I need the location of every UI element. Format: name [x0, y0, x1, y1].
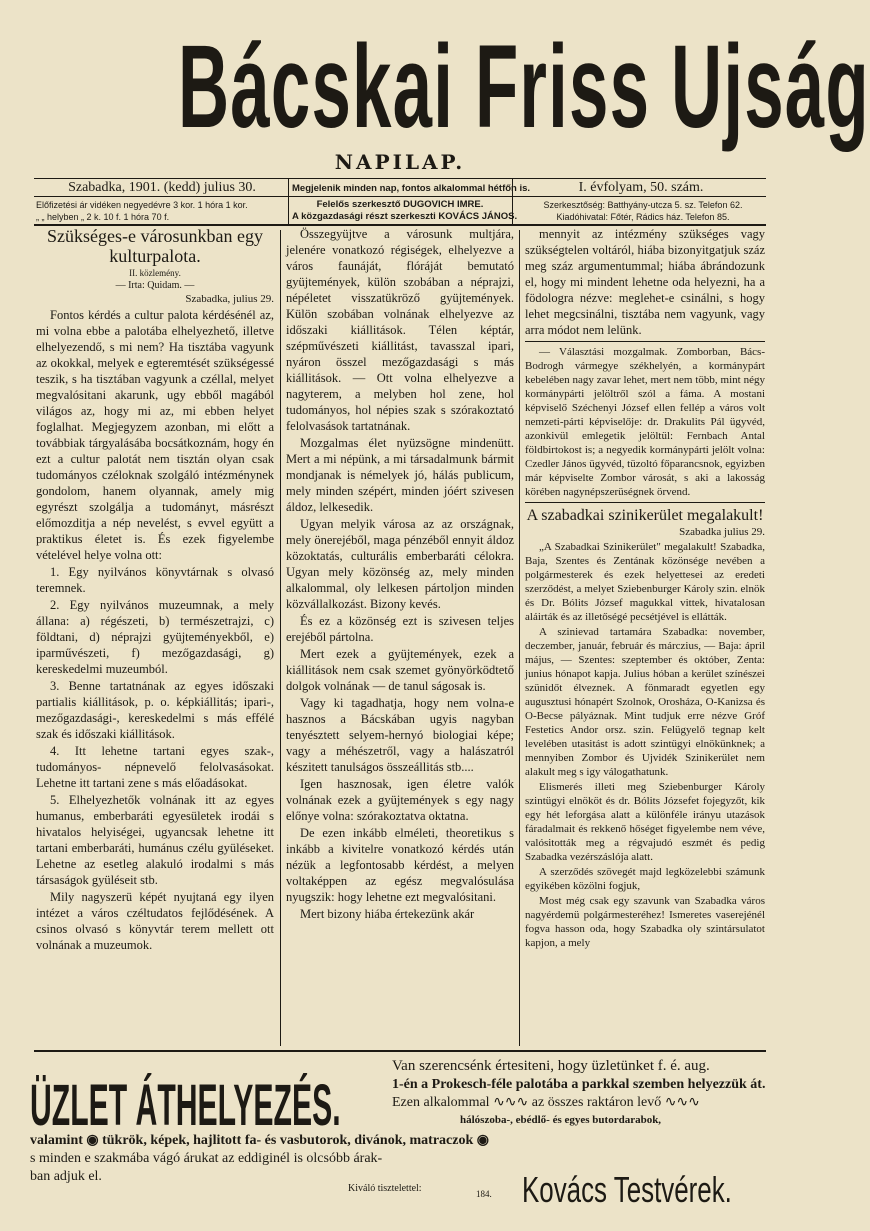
article-paragraph: De ezen inkább elméleti, theoretikus s inkább a kivitelre vonatkozó kérdés után nézük a legfontosabb kérdést, a melyen voltaképpen az egész megvalósulása nyugszik: hogy lehetne ezt megvalósitani. [286, 826, 514, 904]
advert-number: 184. [476, 1189, 492, 1199]
article-paragraph: Összegyüjtve a városunk multjára, jelenére vonatkozó régiségek, elhelyezve a város faunáját, flóráját bemutató gyüjtemények, külön szobában a néprajzi, népéletet visszatükröző gyüjtemények. Külön szobában volnának elhelyezve az időszaki kiállitások. Télen képtár, szépművészeti kiállitást, tavasszal ipari, nyáron összel mezőgazdasági s más kiállitások. — Ott volna elhelyezve a nagyterem, a melyben hol zene, hol tudományos, hol népies szak s szórakoztató felolvasások tartatnának. [286, 227, 514, 433]
column-rule-1 [280, 230, 281, 1046]
article-paragraph: „A Szabadkai Szinikerület" megalakult! Szabadka, Baja, Szentes és Zentának közönsége nevében a polgármesterek és ezek helyettesei az eredeti szerződést, a melyet Sziebenburger Károly szin. elnök és Dr. Bólits József magukkal vittek, hivatalosan aláirták és az illetőségé pecsétjével is ellátták. [525, 541, 765, 623]
subscription-price-2: „ „ helyben „ 2 k. 10 f. 1 hóra 70 f. [36, 212, 170, 222]
place-date: Szabadka, 1901. (kedd) julius 30. [68, 180, 256, 195]
advert-line-2: 1-én a Prokesch-féle palotába a parkkal szemben helyezzük át. [392, 1077, 766, 1092]
article-paragraph: 3. Benne tartatnának az egyes időszaki partialis kiállitások, p. o. képkiállitás; ipari-, mezőgazdasági-, kereskedelmi s más effélé szak és időszaki kiállitások. [36, 679, 274, 741]
article-paragraph: A szerződés szövegét majd legközelebbi számunk egyikében közölni fogjuk, [525, 866, 765, 892]
section-divider [525, 341, 765, 342]
advert-closing: Kiváló tisztelettel: [348, 1183, 422, 1194]
election-news: — Választási mozgalmak. Zomborban, Bács-Bodrogh vármegye székhelyén, a kormánypárt kebelében nagy zavar lehet, mert nem több, mint négy kormánypárti jelöltről szól a fáma. A mostani képviselő Széchenyi József ellen fellép a város volt nemzeti-párti képviselője: dr. Drakulits Pál ügyvéd, azonkivül emlegetik jelöltül: Fernbach Antal földbirtokost is; a negyedik kormánypárti jelölt volna: Czedler János ügyvéd, tüzoltó főparancsnok, egyizben már képviselte Zombor városát, s aki a lakosság körében nagynépszerüségnek örvend. [525, 346, 765, 498]
article-paragraph: Igen hasznosak, igen életre valók volnának ezek a gyüjtemények s egy nagy előnye volna: szórakoztatva oktatna. [286, 777, 514, 823]
masthead-subtitle: NAPILAP. [334, 150, 466, 174]
article-column-3 [525, 226, 765, 1050]
article-paragraph: A szinievad tartamára Szabadka: november, deczember, január, február és márczius, — Baja: ápril május, — Szentes: szeptember és október, Zenta: junius hónapot kapja. Julius hóban a kerület színészei szünidőt élveznek. A fönmaradt egyetlen egy augusztusi hónapért Szolnok, Orosháza, O-Kanizsa és O-Becse pályáznak. Mint tudjuk erre nézve Gróf Festetics Andor orsz. szin. Felügyelő tegnap kelt levelében utasitást is adott szintügyi elnökünknek; a mennyiben Zombor és Ujvidék Szinikerület nem alakult meg s igy válogathatunk. [525, 626, 765, 778]
article-paragraph: Mert bizony hiába értekezünk akár [300, 907, 475, 921]
theatre-news-title: A szabadkai szinikerület megalakult! [526, 507, 764, 524]
article-paragraph: Fontos kérdés a cultur palota kérdésénél az, mi volna ebbe a palotába elhelyezhető, illetve elhelyezendő, s mi nem? Ha tisztába vagyunk az okokkal, melyek e egteremtését szükségessé teszik, s ha tisztában vagyunk a czéllal, melyet megvalósitani akarunk, ugy ebből magából világos az, hogy mi az, mi ebben helyet foglalhat. Megjegyzem azonban, mi előtt a továbbiak tárgyalásába bocsátkoznám, hogy én ezt a cultur palotát nem tisztán olyan csak tudományos czéloknak szolgáló intézménynek gondolom, hanem olyannak, amely mig egyrészt szolgálja a tudományt, másrészt előmozditja a nép nevelést, s evvel együtt a praktikus életet is. És ezek figyelembe vételével helye volna ott: [36, 308, 274, 562]
header-divider-left [288, 178, 289, 224]
article-paragraph: Ugyan melyik városa az az országnak, mely önerejéből, maga pénzéből ennyit áldoz közoktatás, culturális emberbaráti célokra. Ugyan mely közönség az, mely minden alkalommal, oly lelkesen pártoljon minden közvállalkozást. Bizony kevés. [286, 517, 514, 611]
article-dateline: Szabadka, julius 29. [185, 293, 274, 305]
advert-title: ÜZLET ÁTHELYEZÉS. [30, 1073, 341, 1138]
article-paragraph: 4. Itt lehetne tartani egyes szak-, tudományos- népnevelő felolvasásokat. Lehetne itt tartani zene s más előadásokat. [36, 744, 274, 790]
economic-editor-line: A közgazdasági részt szerkeszti KOVÁCS JÁNOS. [292, 211, 518, 222]
theatre-dateline: Szabadka julius 29. [679, 526, 765, 538]
article-paragraph: 1. Egy nyilvános könyvtárnak s olvasó teremnek. [36, 565, 274, 595]
article-paragraph: Mily nagyszerü képét nyujtaná egy ilyen intézet a város czéltudatos fejlődésének. A csinos olvasó s könyvtár terem mellett ott volnának a muzeumok. [36, 890, 274, 952]
article-paragraph: Most még csak egy szavunk van Szabadka város nagyérdemü polgármesteréhez! Ismeretes vaserejénél fogva hasson oda, hogy Szabadka oly szintársulatot kapjon, a mely [525, 895, 765, 949]
subscription-price-1: Előfizetési ár vidéken negyedévre 3 kor. 1 hóra 1 kor. [36, 200, 248, 210]
editor-line: Felelős szerkesztő DUGOVICH IMRE. [316, 199, 484, 210]
publishing-office: Kiadóhivatal: Főtér, Rádics ház. Telefon 85. [556, 212, 730, 222]
advert-line-5: valamint ◉ tükrök, képek, hajlitott fa- és vasbutorok, divánok, matraczok ◉ [30, 1133, 489, 1148]
column-rule-2 [519, 230, 520, 1046]
advert-line-1: Van szerencsénk értesiteni, hogy üzletünket f. é. aug. [392, 1058, 710, 1074]
article-paragraph: 2. Egy nyilvános muzeumnak, a mely állana: a) régészeti, b) természetrajzi, c) földtani, d) néprajzi gyüjteményekből, e) iparművészeti, f) mezőgazdasági, g) kereskedelmi muzeumból. [36, 598, 274, 676]
editorial-office: Szerkesztőség: Batthyány-utcza 5. sz. Telefon 62. [543, 200, 743, 210]
article-paragraph: mennyit az intézmény szükséges vagy szükségtelen voltáról, hiába bizonyitgatjuk száz meg száz argumentummal; hiába ábrándozunk el, hogy mi mindent lehetne oda helyezni, ha a födologra nézve: meglehet-e csinálni, s hogy lehet megcsinálni, tisztába nem vagyunk, vagy arra módot nem lelünk. [525, 227, 765, 337]
article-title: Szükséges-e városunkban egy kulturpalota. [47, 226, 263, 266]
masthead-title: Bácskai Friss Ujság [177, 21, 870, 153]
header-top-rule [34, 178, 766, 179]
header-mid-rule [34, 196, 766, 197]
article-paragraph: Mozgalmas élet nyüzsögne mindenütt. Mert a mi népünk, a mi társadalmunk bármit mondjanak is némelyek jó, hálás publicum, mely minden szépért, minden jóért szivesen áldoz, lelkesedik. [286, 436, 514, 514]
issue-number: I. évfolyam, 50. szám. [578, 180, 704, 195]
advert-line-3: Ezen alkalommal ∿∿∿ az összes raktáron levő ∿∿∿ [392, 1095, 700, 1110]
article-part: II. közlemény. [129, 268, 181, 278]
article-paragraph: Mert ezek a gyüjtemények, ezek a kiállitások nem csak szemet gyönyörködtető dolgok volnának — de tanul ságosak is. [286, 647, 514, 693]
article-column-1 [36, 226, 274, 1050]
article-paragraph: És ez a közönség ezt is szivesen teljes erejéből pártolna. [286, 614, 514, 644]
publication-schedule: Megjelenik minden nap, fontos alkalommal hétfőn is. [292, 183, 531, 194]
article-byline: — Irta: Quidam. — [115, 280, 195, 291]
advert-line-4: hálószoba-, ebédlő- és egyes butordarabok, [460, 1114, 662, 1126]
article-column-2 [286, 226, 514, 1050]
advert-line-6: s minden e szakmába vágó árukat az eddiginél is olcsóbb árak- [30, 1151, 383, 1166]
article-paragraph: 5. Elhelyezhetők volnának itt az egyes humanus, emberbaráti egyesületek irodái s hivatalos helyiségei, ugyancsak lehetne itt tartani emberbaráti, humánus czélu gyüléseket. Lehetne az esetleg alakuló irodalmi s más társaságok gyüléseit stb. [36, 793, 274, 887]
advert-firm-name: Kovács Testvérek. [522, 1169, 732, 1210]
article-paragraph: Vagy ki tagadhatja, hogy nem volna-e hasznos a Bácskában ugyis nagyban tenyésztett selyem-hernyó biologiai képe; vagy a méhészetről, vagy a halászatról készitett tanulságos összeállitás stb.... [286, 696, 514, 774]
store-relocation-advert [30, 1052, 770, 1222]
section-divider [525, 502, 765, 503]
advert-line-7: ban adjuk el. [30, 1169, 102, 1184]
article-paragraph: Elismerés illeti meg Sziebenburger Károly szintügyi elnököt és dr. Bólits Józsefet fojegyzőt, kik egy hét leforgása alatt a különféle irányu utazások fáradalmait és rekkenő hőséget figyelembe nem véve, valósitották meg a régvajudó eszmét és pedig Szabadka vezérszáslója alatt. [525, 781, 765, 863]
